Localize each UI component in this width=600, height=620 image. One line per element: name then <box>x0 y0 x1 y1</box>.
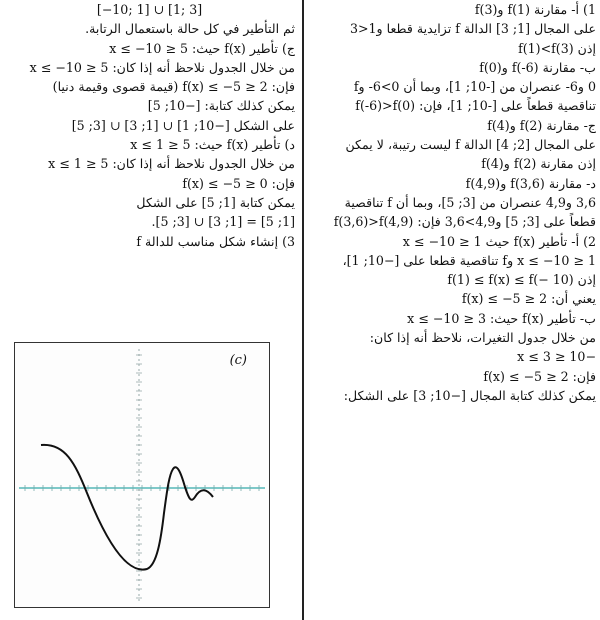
right-line-21: يمكن كذلك كتابة المجال [−10; 3] على الشكل: <box>343 387 596 403</box>
right-line-8: على المجال [2; 4] الدالة f ليست رتيبة، لا يمكن <box>345 137 596 153</box>
left-line-1: [−10; 1] ∪ [1; 3] <box>96 2 203 17</box>
right-line-1: 1) أ- مقارنة f(1) وf(3) <box>474 2 596 17</box>
left-line-13: 3) إنشاء شكل مناسب للدالة f <box>136 233 295 249</box>
axis-ticks <box>25 355 259 598</box>
right-line-17: ب- تأطير f(x) حيث: 3 ≤ x ≤ −10 <box>407 310 596 326</box>
right-line-11: 3,6 و4,9 عنصران من [3; 5]، وبما أن f تناقصية <box>344 194 596 210</box>
left-line-9: من خلال الجدول نلاحظ أنه إذا كان: 5 ≤ x ≤ 1 <box>48 156 295 172</box>
right-line-6: تناقصية قطعاً على [-10; 1]، فإن: f(-6)>f(0) <box>355 98 596 114</box>
left-line-10: فإن: 0 ≤ f(x) ≤ −5 <box>182 175 295 191</box>
right-line-9: إذن مقارنة f(2) وf(4) <box>481 156 596 172</box>
function-graph-figure <box>14 342 270 608</box>
left-line-6: يمكن كذلك كتابة: [−10; 5] <box>147 98 295 114</box>
right-line-16: يعني أن: 2 ≤ f(x) ≤ −5 <box>461 291 596 307</box>
left-line-11: يمكن كتابة [1; 5] على الشكل <box>136 194 295 210</box>
left-line-12: [1; 5] = [1; 3] ∪ [3; 5]. <box>151 214 295 230</box>
function-curve <box>41 445 213 570</box>
right-line-19: −10 ≤ x ≤ 3 <box>517 349 596 365</box>
left-line-2: ثم التأطير في كل حالة باستعمال الرتابة. <box>85 21 295 37</box>
right-line-5: 0 و6- عنصران من [-10; 1]، وبما أن 0>6- وf <box>353 79 596 95</box>
right-line-2: على المجال [1; 3] الدالة f تزايدية قطعا و1<3 <box>349 21 596 37</box>
left-line-7: على الشكل [−10; 1] ∪ [1; 3] ∪ [3; 5] <box>71 117 295 133</box>
function-graph <box>15 343 269 607</box>
right-line-13: 2) أ- تأطير f(x) حيث 1 ≤ x ≤ −10 <box>402 233 596 249</box>
left-line-5: فإن: 2 ≤ f(x) ≤ −5 (قيمة قصوى وقيمة دنيا) <box>52 79 295 95</box>
right-line-15: إذن f(1) ≤ f(x) ≤ f(− 10) <box>447 272 596 288</box>
right-line-3: إذن f(1)<f(3) <box>518 40 596 56</box>
right-line-14: 1 ≤ x ≤ −10 وf تناقصية قطعا على [−10; 1]، <box>342 252 596 268</box>
right-line-10: د- مقارنة f(3,6) وf(4,9) <box>465 175 596 191</box>
left-line-3: ج) تأطير f(x) حيث: 5 ≤ x ≤ −10 <box>109 40 295 56</box>
right-line-18: من خلال جدول التغيرات، نلاحظ أنه إذا كان: <box>369 330 596 346</box>
left-line-4: من خلال الجدول نلاحظ أنه إذا كان: 5 ≤ x ≤ −10 <box>29 59 295 75</box>
right-line-20: فإن: 2 ≤ f(x) ≤ −5 <box>483 368 596 384</box>
right-column <box>307 0 600 620</box>
column-divider <box>302 0 304 620</box>
right-line-4: ب- مقارنة f(-6) وf(0) <box>479 59 596 75</box>
left-line-8: د) تأطير f(x) حيث: 5 ≤ x ≤ 1 <box>130 137 295 153</box>
right-line-7: ج- مقارنة f(2) وf(4) <box>487 117 596 133</box>
figure-label: (c) <box>229 353 247 368</box>
right-line-12: قطعاً على [3; 5] و4,9>3,6 فإن: f(3,6)>f(4,9) <box>333 214 596 230</box>
